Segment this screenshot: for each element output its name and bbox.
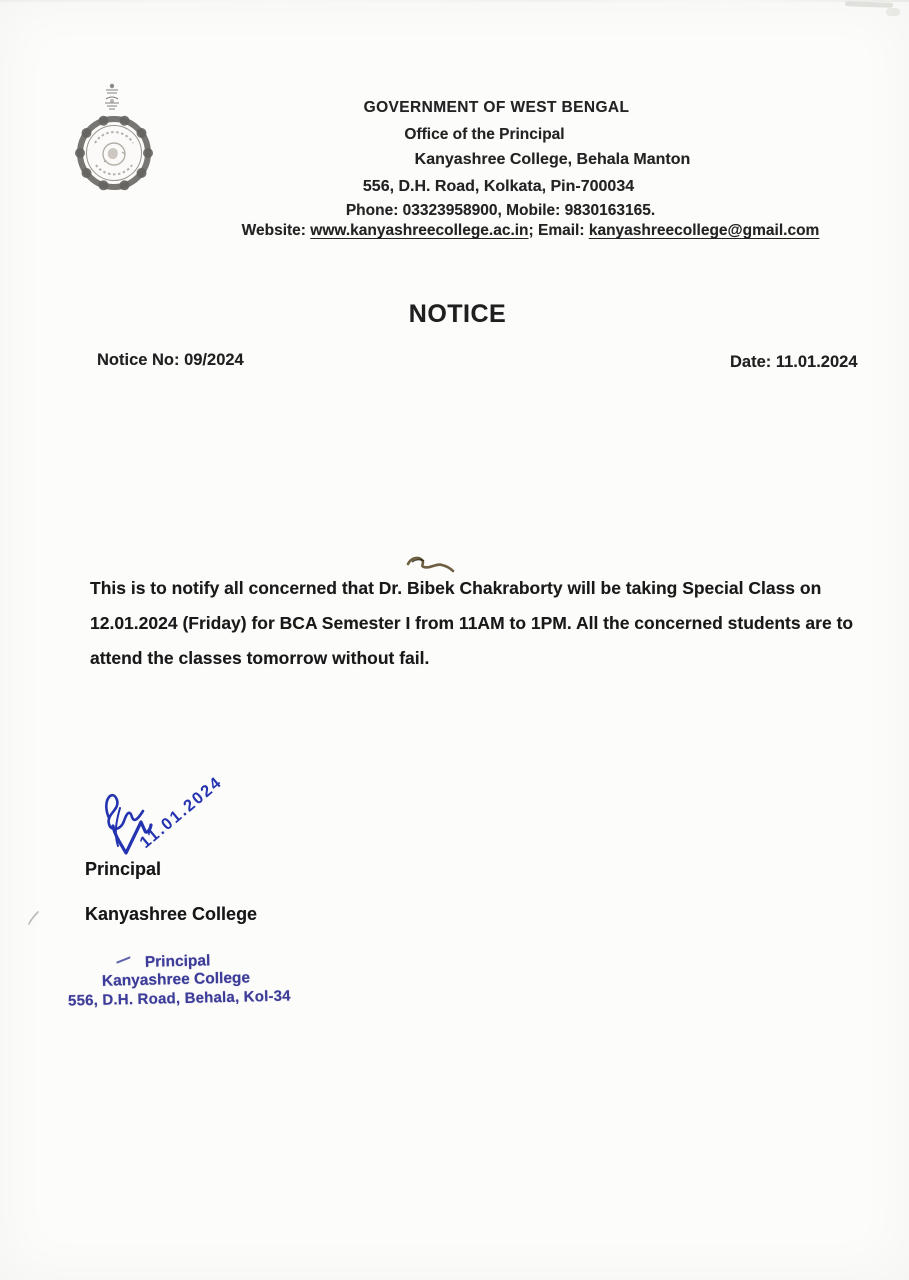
website-label: Website: (241, 222, 311, 239)
signatory-designation: Principal (85, 859, 162, 879)
scan-smudge (886, 8, 900, 16)
scan-edge-artifact (0, 0, 909, 2)
header-office-line: Office of the Principal (404, 126, 565, 143)
office-stamp (61, 950, 302, 1010)
stamp-college: Kanyashree College (101, 969, 251, 990)
header-government-line: GOVERNMENT OF WEST BENGAL (363, 99, 630, 116)
header-contact-line (76, 222, 909, 240)
notice-body-line: This is to notify all concerned that Dr. Bibek Chakraborty will be taking Special Class on (90, 578, 822, 598)
handwritten-signature-date: 11.01.2024 (136, 772, 226, 852)
notice-number: Notice No: 09/2024 (97, 351, 244, 369)
notice-title: NOTICE (408, 300, 507, 328)
header-phone-line: Phone: 03323958900, Mobile: 9830163165. (345, 202, 656, 219)
notice-body-line: 12.01.2024 (Friday) for BCA Semester I from 11AM to 1PM. All the concerned students are to (90, 612, 854, 633)
notice-body (90, 571, 890, 675)
stamp-designation: Principal (144, 952, 211, 971)
email-address: kanyashreecollege@gmail.com (588, 222, 820, 239)
notice-body-line: attend the classes tomorrow without fail. (90, 647, 430, 668)
website-url: www.kanyashreecollege.ac.in (310, 222, 529, 239)
stamp-address: 556, D.H. Road, Behala, Kol-34 (67, 987, 291, 1010)
email-label: ; Email: (528, 222, 589, 239)
margin-tick-mark (26, 910, 40, 926)
notice-date: Date: 11.01.2024 (730, 353, 858, 371)
signatory-college: Kanyashree College (85, 904, 258, 924)
scan-smudge (845, 1, 893, 8)
header-college-line: Kanyashree College, Behala Manton (414, 151, 691, 168)
header-address-line: 556, D.H. Road, Kolkata, Pin-700034 (362, 178, 635, 195)
